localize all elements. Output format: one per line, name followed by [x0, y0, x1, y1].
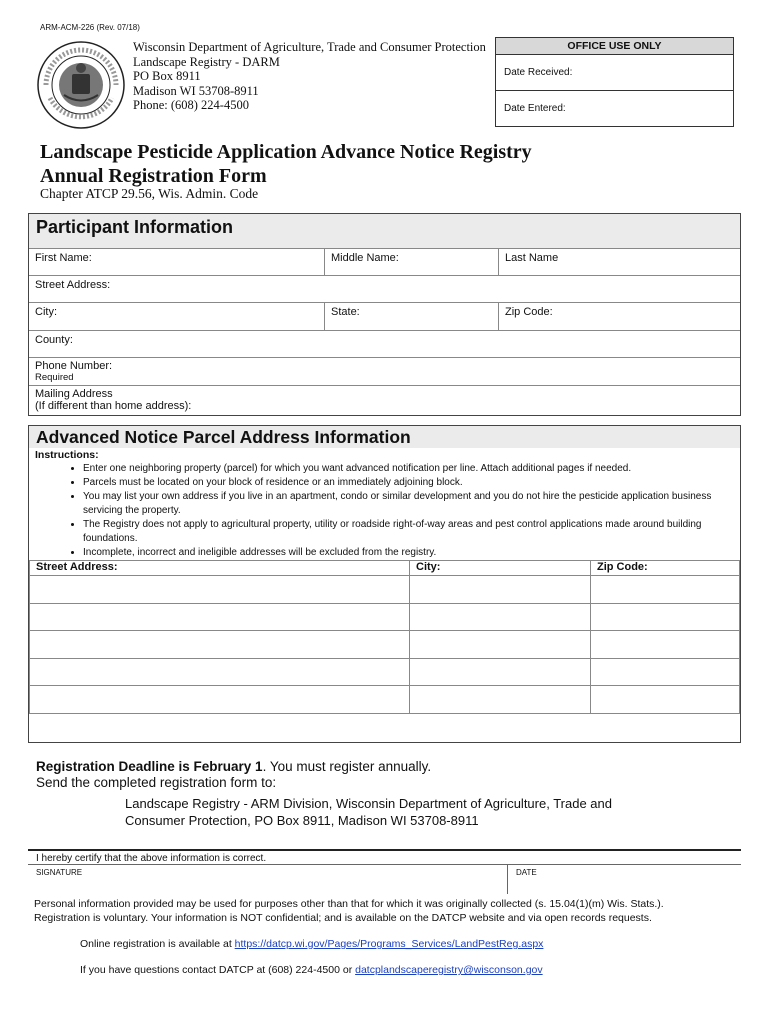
col-street: Street Address:: [30, 561, 410, 576]
send-instruction: Send the completed registration form to:: [36, 775, 277, 790]
instruction-item: • Incomplete, incorrect and ineligible addresses will be excluded from the registry.: [83, 546, 734, 560]
street-row: [29, 275, 740, 302]
destination-line-2: Consumer Protection, PO Box 8911, Madison WI 53708-8911: [125, 813, 479, 828]
contact-text: If you have questions contact DATCP at (608) 224-4500 or: [80, 964, 356, 976]
city-row: [29, 302, 740, 330]
deadline-bold: Registration Deadline is February 1: [36, 759, 263, 774]
phone-number-field[interactable]: [29, 358, 740, 385]
name-row: [29, 248, 740, 275]
privacy-notice: [34, 897, 664, 925]
city-state-zip: Madison WI 53708-8911: [133, 83, 259, 98]
table-row: [30, 576, 740, 604]
online-registration: [80, 938, 543, 950]
city-cell[interactable]: [410, 603, 591, 631]
online-text: Online registration is available at: [80, 938, 235, 950]
parcel-instructions: [29, 448, 740, 560]
col-zip: Zip Code:: [591, 561, 740, 576]
form-code: ARM-ACM-226 (Rev. 07/18): [40, 23, 140, 32]
street-cell[interactable]: [30, 686, 410, 714]
zip-code-field[interactable]: Zip Code:: [505, 306, 553, 318]
office-use-box: [495, 37, 734, 127]
table-row: [30, 631, 740, 659]
zip-cell[interactable]: [591, 603, 740, 631]
participant-section: [28, 213, 741, 416]
instructions-label: Instructions:: [35, 449, 99, 461]
date-field[interactable]: DATE: [516, 868, 537, 877]
phone-row: [29, 357, 740, 385]
po-box: PO Box 8911: [133, 69, 201, 84]
street-cell[interactable]: [30, 631, 410, 659]
certify-statement: I hereby certify that the above information is correct.: [28, 849, 741, 864]
state-field[interactable]: State:: [325, 303, 499, 330]
zip-cell[interactable]: [591, 686, 740, 714]
instruction-item: • You may list your own address if you live in an apartment, condo or similar development and you do not hire the pesticide application business servicing the property.: [83, 490, 734, 518]
street-cell[interactable]: [30, 658, 410, 686]
participant-heading: Participant Information: [29, 214, 740, 248]
state-seal-logo: [36, 40, 126, 130]
table-row: [30, 686, 740, 714]
county-row: [29, 330, 740, 357]
agency-address: [133, 40, 486, 113]
registry-name: Landscape Registry - DARM: [133, 54, 280, 69]
agency-name: Wisconsin Department of Agriculture, Trade and Consumer Protection: [133, 40, 486, 54]
title-line-1: Landscape Pesticide Application Advance Notice Registry: [40, 141, 532, 163]
form-title: [40, 140, 532, 188]
title-line-2: Annual Registration Form: [40, 165, 267, 187]
privacy-line-1: Personal information provided may be used for purposes other than that for which it was originally collected (s. 15.04(1)(m) Wis. Stats.).: [34, 898, 664, 910]
zip-cell[interactable]: [591, 576, 740, 604]
destination-line-1: Landscape Registry - ARM Division, Wisconsin Department of Agriculture, Trade and: [125, 796, 612, 811]
date-received-field: Date Received:: [496, 55, 733, 91]
deadline-rest: . You must register annually.: [262, 759, 432, 774]
table-header: [30, 561, 740, 576]
city-cell[interactable]: [410, 658, 591, 686]
signature-field[interactable]: SIGNATURE: [28, 865, 508, 894]
registration-link[interactable]: https://datcp.wi.gov/Pages/Programs_Services/LandPestReg.aspx: [234, 938, 544, 950]
parcel-heading: Advanced Notice Parcel Address Information: [29, 426, 740, 448]
deadline-notice: [36, 759, 431, 791]
middle-name-field[interactable]: Middle Name:: [325, 249, 499, 275]
privacy-line-2: Registration is voluntary. Your information is NOT confidential; and is available on the DATCP website and via open records requests.: [34, 912, 652, 924]
phone-required-note: Required: [35, 372, 74, 383]
date-entered-field: Date Entered:: [504, 103, 566, 114]
city-cell[interactable]: [410, 686, 591, 714]
street-cell[interactable]: [30, 603, 410, 631]
county-field[interactable]: County:: [35, 334, 73, 346]
city-cell[interactable]: [410, 631, 591, 659]
mailing-destination: [125, 795, 612, 829]
mailing-row: [29, 385, 740, 415]
instruction-item: • The Registry does not apply to agricultural property, utility or roadside right-of-way areas and pest control applications made around building foundations.: [83, 518, 734, 546]
zip-cell[interactable]: [591, 631, 740, 659]
signature-row: [28, 864, 741, 894]
table-row: [30, 658, 740, 686]
phone-label: Phone Number:: [35, 360, 113, 372]
col-city: City:: [410, 561, 591, 576]
city-field[interactable]: City:: [29, 303, 325, 330]
certification-block: [28, 849, 741, 893]
parcel-section: [28, 425, 741, 743]
last-name-field[interactable]: Last Name: [505, 252, 559, 264]
phone: Phone: (608) 224-4500: [133, 98, 249, 113]
instruction-item: • Parcels must be located on your block of residence or an immediately adjoining block.: [83, 476, 734, 490]
city-cell[interactable]: [410, 576, 591, 604]
street-cell[interactable]: [30, 576, 410, 604]
mailing-address-field[interactable]: [29, 386, 740, 415]
street-address-field[interactable]: Street Address:: [35, 279, 111, 291]
zip-cell[interactable]: [591, 658, 740, 686]
contact-info: [80, 964, 543, 976]
chapter-reference: Chapter ATCP 29.56, Wis. Admin. Code: [40, 186, 259, 201]
first-name-field[interactable]: First Name:: [29, 249, 325, 275]
table-row: [30, 603, 740, 631]
office-use-title: OFFICE USE ONLY: [496, 38, 733, 55]
email-link[interactable]: datcplandscaperegistry@wisconson.gov: [355, 964, 543, 976]
parcel-address-table: [29, 560, 740, 714]
instruction-item: • Enter one neighboring property (parcel) for which you want advanced notification per line. Attach additional pages if needed.: [83, 462, 734, 476]
mailing-label: Mailing Address: [35, 388, 113, 400]
mailing-note: (If different than home address):: [35, 400, 192, 412]
